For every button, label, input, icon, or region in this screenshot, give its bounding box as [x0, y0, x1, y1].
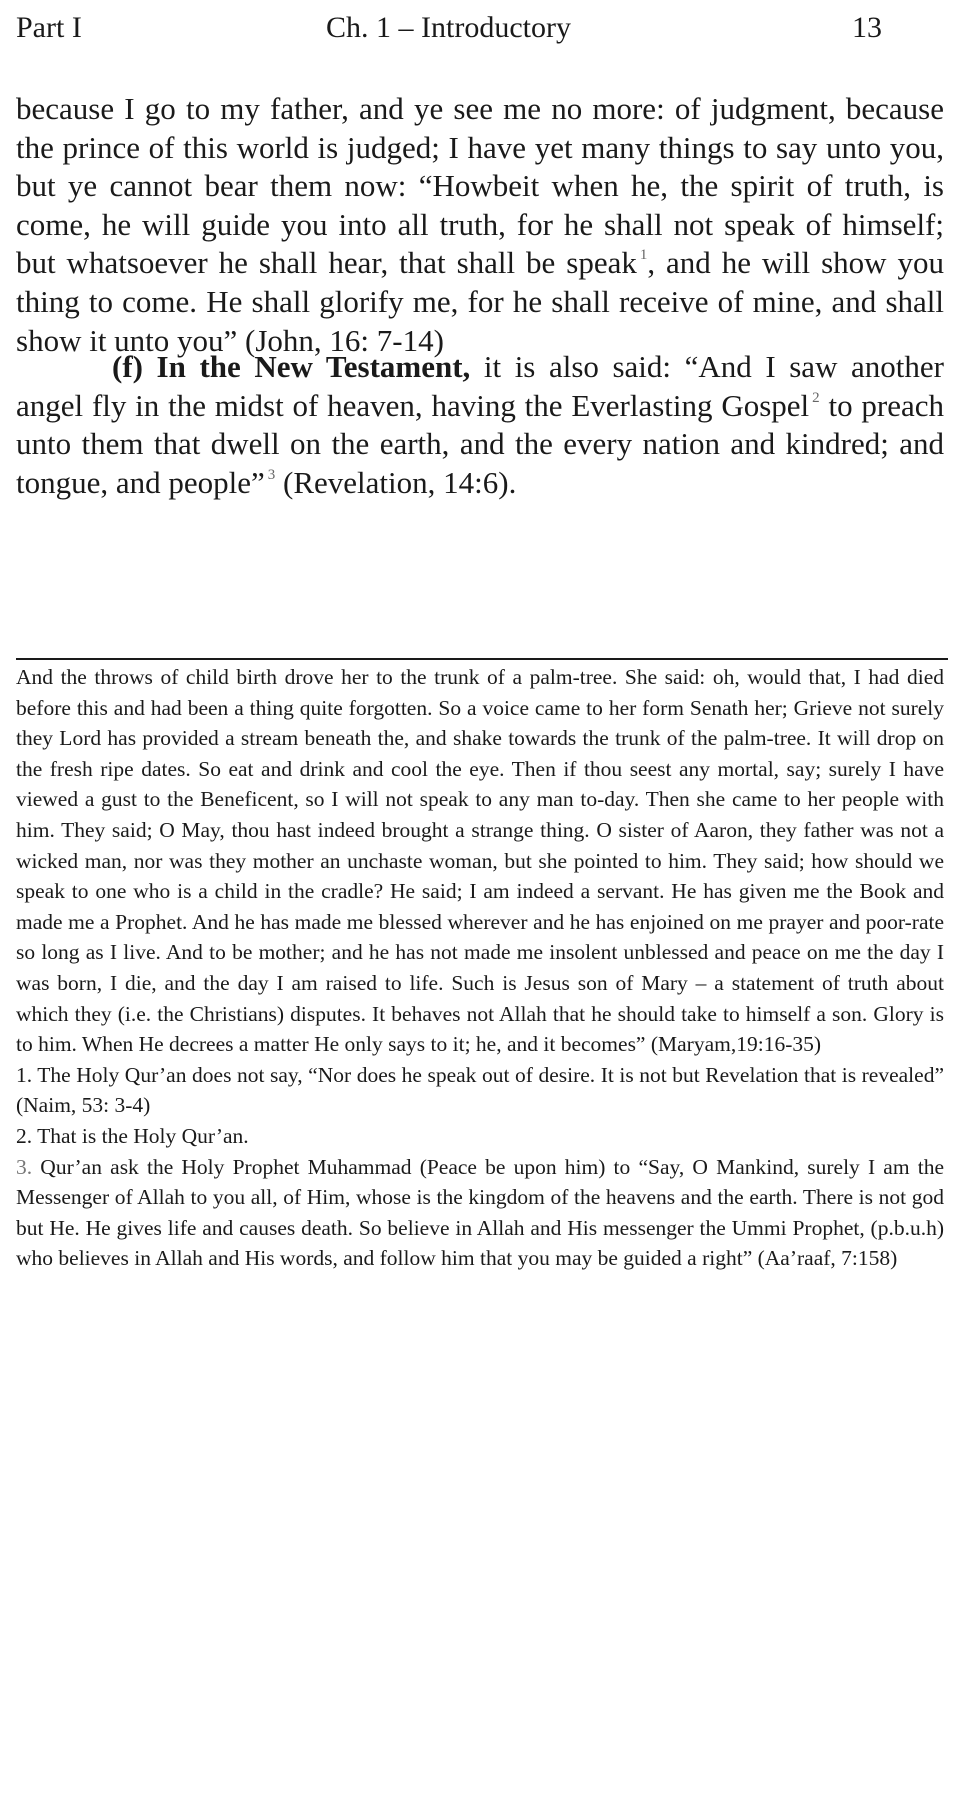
- paragraph-text: (Revelation, 14:6).: [275, 464, 517, 500]
- body-paragraph-2: [16, 348, 944, 502]
- footnotes-block: [16, 662, 944, 1274]
- footnote-continued: And the throws of child birth drove her to the trunk of a palm-tree. She said: oh, would that, I had died before this and had been a thing quite forgotten. So a voice came to her form Senath her; Grieve not surely they Lord has provided a stream beneath the, and shake towards the trunk of the palm-tree. It will drop on the fresh ripe dates. So eat and drink and cool the eye. Then if thou seest any mortal, say; surely I have viewed a gust to the Beneficent, so I will not speak to any man to-day. Then she came to her people with him. They said; O May, thou hast indeed brought a strange thing. O sister of Aaron, they father was not a wicked man, nor was they mother an unchaste woman, but she pointed to him. They said; how should we speak to one who is a child in the cradle? He said; I am indeed a servant. He has given me the Book and made me a Prophet. And he has made me blessed wherever and he has enjoined on me prayer and poor-rate so long as I live. And to be mother; and he has not made me insolent unblessed and peace on me the day I was born, I die, and the day I am raised to life. Such is Jesus son of Mary – a statement of truth about which they (i.e. the Christians) disputes. It behaves not Allah that he should take to himself a son. Glory is to him. When He decrees a matter He only says to it; he, and it becomes” (Maryam,19:16-35): [16, 665, 944, 1057]
- footnote-1: 1. The Holy Qur’an does not say, “Nor does he speak out of desire. It is not but Revelation that is revealed” (Naim, 53: 3-4): [16, 1062, 944, 1118]
- footnote-marker-3: 3: [267, 466, 276, 483]
- chapter-title: Ch. 1 – Introductory: [326, 11, 571, 44]
- footnote-marker-2: 2: [812, 389, 820, 406]
- footnote-3: [16, 1152, 944, 1274]
- footnote-2: 2. That is the Holy Qur’an.: [16, 1123, 249, 1148]
- paragraph-text: it is also said: “And I saw another angel fly in the midst of heaven, having the Everlasting Gospel: [16, 349, 944, 423]
- footnote-3-number: 3.: [16, 1154, 33, 1179]
- page-number: 13: [852, 11, 882, 44]
- section-heading-inline: (f) In the New Testament,: [112, 349, 471, 384]
- footnote-3-text: Qur’an ask the Holy Prophet Muhammad (Peace be upon him) to “Say, O Mankind, surely I am the Messenger of Allah to you all, of Him, whose is the kingdom of the heavens and the earth. There is not god but He. He gives life and causes death. So believe in Allah and His messenger the Ummi Prophet, (p.b.u.h) who believes in Allah and His words, and follow him that you may be guided a right” (Aa’raaf, 7:158): [16, 1154, 944, 1271]
- running-header: [16, 8, 944, 48]
- paragraph-text: , and he will show you thing to come. He shall glorify me, for he shall receive of mine, and shall show it unto you” (John, 16: 7-14): [16, 245, 944, 358]
- paragraph-text: to preach unto them that dwell on the earth, and the every nation and kindred; and tongue, and people”: [16, 387, 944, 500]
- part-label: Part I: [16, 11, 82, 44]
- body-paragraph-1: [16, 90, 944, 360]
- footnote-marker-1: 1: [639, 247, 648, 264]
- paragraph-text: because I go to my father, and ye see me no more: of judgment, because the prince of this world is judged; I have yet many things to say unto you, but ye cannot bear them now: “Howbeit when he, the spirit of truth, is come, he will guide you into all truth, for he shall not speak of himself; but whatsoever he shall hear, that shall be speak: [16, 91, 944, 281]
- footnote-divider: [16, 658, 948, 660]
